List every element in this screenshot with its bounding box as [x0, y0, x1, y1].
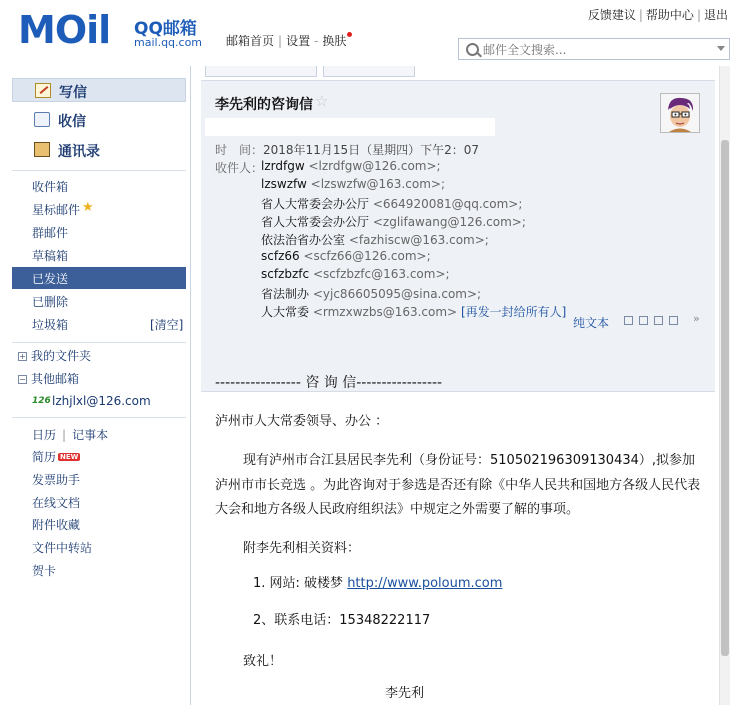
- sidebar: [0, 66, 191, 705]
- toolbar-button[interactable]: [323, 66, 415, 77]
- collapse-minus-icon[interactable]: −: [19, 375, 26, 384]
- top-nav: [226, 32, 352, 49]
- avatar-cartoon-icon: [661, 94, 699, 132]
- recipient[interactable]: [261, 195, 522, 212]
- other-mail-label: 其他邮箱: [31, 372, 80, 386]
- website-label: 1. 网站: 破楼梦: [253, 576, 348, 591]
- sidebar-item-spam[interactable]: [12, 313, 186, 335]
- top-links: [588, 6, 728, 23]
- tool-invoice[interactable]: 发票助手: [32, 473, 81, 487]
- logo-subtitle: QQ邮箱: [134, 19, 197, 39]
- tool-transfer[interactable]: 文件中转站: [32, 541, 93, 555]
- letter-paragraph-line: 泸州市市长竞选 。为此咨询对于参选是否还有除《中华人民共和国地方各级人民代表: [215, 478, 701, 493]
- other-mail-toggle[interactable]: [18, 370, 79, 387]
- sidebar-item-starred[interactable]: [12, 198, 186, 220]
- recipient[interactable]: [261, 285, 481, 302]
- info-phone: 2、联系电话：15348222117: [253, 613, 431, 628]
- recipient[interactable]: [261, 267, 450, 281]
- scrollbar[interactable]: [719, 66, 730, 705]
- recipient-name: scfz66: [261, 249, 300, 263]
- pencil-icon: [35, 83, 51, 98]
- sidebar-item-inbox[interactable]: [12, 175, 186, 197]
- tool-docs[interactable]: 在线文档: [32, 496, 81, 510]
- recipient-name: lzswzfw: [261, 177, 307, 191]
- sidebar-item-label: 群邮件: [32, 226, 69, 240]
- write-button[interactable]: [12, 78, 186, 102]
- sidebar-divider: [12, 417, 186, 418]
- contacts-button[interactable]: [12, 138, 186, 162]
- sidebar-item-label: 草稿箱: [32, 249, 69, 263]
- recipient-name: 人大常委: [261, 305, 310, 319]
- recipient-name: scfzbzfc: [261, 267, 310, 281]
- contacts-label: 通讯录: [58, 144, 100, 160]
- search-icon[interactable]: [466, 43, 479, 56]
- sidebar-item-label: 收件箱: [32, 180, 69, 194]
- recipient[interactable]: [261, 303, 566, 320]
- recipients-label: 收件人：: [215, 161, 264, 175]
- tool-resume-label: 简历: [32, 450, 57, 464]
- tool-notes[interactable]: 记事本: [72, 428, 109, 442]
- clear-spam-link[interactable]: [清空]: [150, 318, 184, 332]
- recipient-address: <lzrdfgw@126.com>;: [308, 159, 441, 173]
- recipient[interactable]: [261, 231, 489, 248]
- time-row: [215, 141, 479, 158]
- info-website: [253, 572, 502, 591]
- recipient[interactable]: [261, 159, 441, 173]
- letter-closing: 致礼！: [243, 654, 283, 669]
- sidebar-divider: [12, 170, 186, 171]
- qq-mail-logo[interactable]: [18, 8, 218, 56]
- other-mail-account[interactable]: lzhjlxl@126.com: [52, 394, 151, 408]
- letter-heading: ----------------- 咨 询 信-----------------: [215, 375, 443, 391]
- toolbar-remnant: [205, 66, 577, 78]
- my-folders-toggle[interactable]: [18, 347, 91, 364]
- letter-paragraph-line: 现有泸州市合江县居民李先利（身份证号：510502196309130434）,拟参加: [243, 453, 696, 468]
- new-badge: NEW: [60, 453, 79, 461]
- nav-separator: |: [278, 34, 283, 48]
- star-icon: ★: [82, 200, 94, 215]
- nav-settings[interactable]: 设置: [286, 34, 311, 48]
- save-icon[interactable]: [654, 316, 663, 325]
- tool-cards[interactable]: 贺卡: [32, 564, 57, 578]
- recipient-address: <scfzbzfc@163.com>;: [312, 267, 450, 281]
- sender-avatar[interactable]: [660, 93, 700, 133]
- print-icon[interactable]: [669, 316, 678, 325]
- sidebar-item-label: 垃圾箱: [32, 318, 69, 332]
- expand-more-icon[interactable]: »: [693, 312, 700, 325]
- recipient[interactable]: [261, 249, 431, 263]
- receive-label: 收信: [58, 114, 86, 130]
- search-box: [458, 38, 730, 60]
- expand-plus-icon[interactable]: +: [19, 352, 26, 361]
- recipient-address: <664920081@qq.com>;: [372, 197, 523, 211]
- tool-resume[interactable]: [32, 448, 80, 465]
- new-window-icon[interactable]: [624, 316, 633, 325]
- recipient-name: 省人大常委会办公厅: [261, 197, 370, 211]
- letter-paragraph-line: 大会和地方各级人民政府组织法》中规定之外需要了解的事项。: [215, 502, 580, 517]
- recipient-address: <fazhiscw@163.com>;: [348, 233, 489, 247]
- recipient-address: <rmzxwzbs@163.com>: [312, 305, 458, 319]
- recipient-address: <zglifawang@126.com>;: [372, 215, 526, 229]
- sidebar-item-sent[interactable]: [12, 267, 186, 289]
- tool-calendar[interactable]: 日历: [32, 428, 57, 442]
- copy-icon[interactable]: [639, 316, 648, 325]
- letter-greeting: 泸州市人大常委领导、办公 ：: [215, 414, 389, 429]
- link-separator: |: [638, 8, 643, 22]
- recipient-address: <lzswzfw@163.com>;: [310, 177, 445, 191]
- sidebar-divider: [12, 342, 186, 343]
- my-folders-label: 我的文件夹: [31, 349, 92, 363]
- website-link[interactable]: http://www.poloum.com: [347, 576, 503, 591]
- scrollbar-thumb[interactable]: [721, 140, 729, 656]
- search-input[interactable]: [481, 40, 715, 60]
- mail-126-icon: 126: [32, 396, 51, 406]
- recipient-name: 省人大常委会办公厅: [261, 215, 370, 229]
- attachments-intro: 附李先利相关资料：: [243, 541, 361, 556]
- logo-word: MOil: [18, 8, 111, 52]
- calendar-notes-row: [32, 426, 108, 443]
- sidebar-item-drafts[interactable]: [12, 244, 186, 266]
- recipient-address: <yjc86605095@sina.com>;: [312, 287, 482, 301]
- address-book-icon: [34, 142, 50, 157]
- letter-signature: 李先利: [385, 686, 425, 701]
- receive-button[interactable]: [12, 108, 186, 132]
- write-label: 写信: [59, 85, 87, 101]
- redacted-area: [205, 118, 495, 136]
- sidebar-item-label: 星标邮件: [32, 203, 81, 217]
- nav-mail-home[interactable]: 邮箱首页: [226, 34, 275, 48]
- recipient[interactable]: [261, 177, 445, 191]
- link-feedback[interactable]: 反馈建议: [587, 8, 636, 22]
- reply-all-link[interactable]: [再发一封给所有人]: [460, 305, 567, 319]
- recipient-name: 省法制办: [261, 287, 310, 301]
- sidebar-item-groups[interactable]: [12, 221, 186, 243]
- mail-content: [201, 66, 715, 705]
- recipient-name: lzrdfgw: [261, 159, 305, 173]
- mail-subject: 李先利的咨询信: [215, 97, 313, 113]
- skin-notice-dot: [347, 32, 352, 37]
- chevron-down-icon[interactable]: [717, 46, 725, 51]
- logo-domain: mail.qq.com: [134, 36, 203, 49]
- nav-skin[interactable]: 换肤: [322, 34, 347, 48]
- plain-text-link[interactable]: 纯文本: [573, 316, 610, 330]
- nav-separator: -: [314, 34, 319, 48]
- recipient-name: 依法治省办公室: [261, 233, 346, 247]
- time-label: 时 间：: [215, 143, 264, 157]
- time-value: 2018年11月15日（星期四）下午2：07: [263, 143, 479, 157]
- header: [0, 0, 730, 66]
- recipient-address: <scfz66@126.com>;: [303, 249, 431, 263]
- recipient[interactable]: [261, 213, 526, 230]
- sidebar-item-deleted[interactable]: [12, 290, 186, 312]
- tool-separator: |: [62, 428, 67, 442]
- link-logout[interactable]: 退出: [703, 8, 728, 22]
- envelope-icon: [34, 112, 50, 127]
- link-separator: |: [696, 8, 701, 22]
- star-outline-icon[interactable]: ☆: [315, 92, 329, 110]
- sidebar-item-label: 已发送: [32, 272, 69, 286]
- sidebar-item-label: 已删除: [32, 295, 69, 309]
- toolbar-button[interactable]: [205, 66, 317, 77]
- link-help[interactable]: 帮助中心: [645, 8, 694, 22]
- tool-attachments[interactable]: 附件收藏: [32, 518, 81, 532]
- mail-header: [201, 80, 715, 392]
